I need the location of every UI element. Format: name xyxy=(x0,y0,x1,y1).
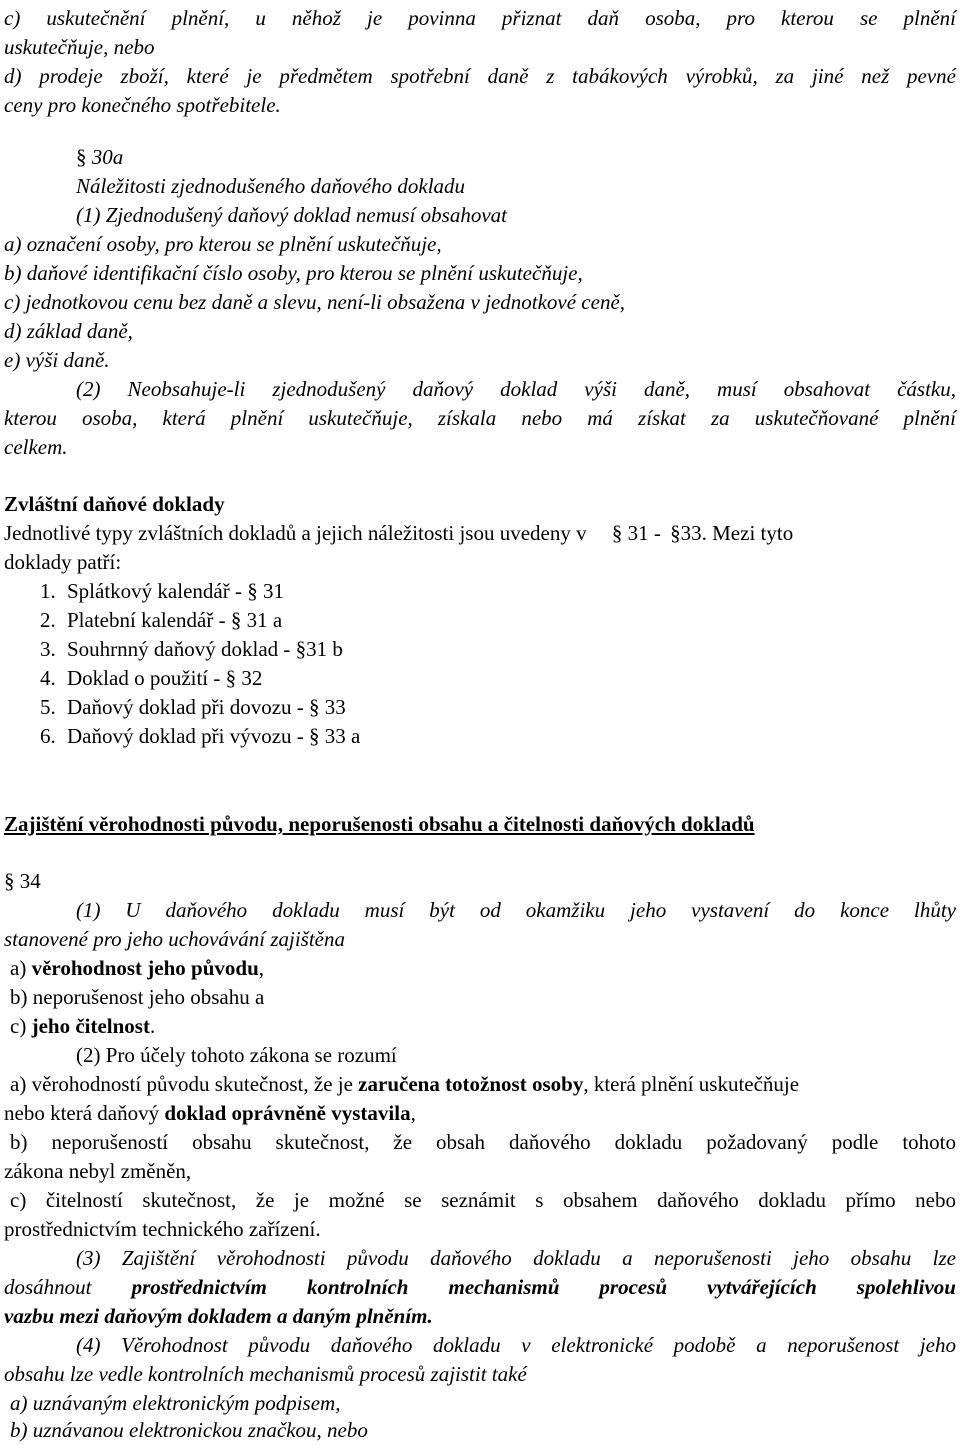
list-item: 5. Daňový doklad při dovozu - § 33 xyxy=(40,695,346,719)
section-30a-p2-line3: celkem. xyxy=(4,435,68,459)
special-intro xyxy=(4,519,793,548)
section-sign-icon: § xyxy=(247,579,258,603)
list-item: c) jeho čitelnost. xyxy=(10,1014,156,1038)
section-34-p3-line3: vazbu mezi daňovým dokladem a daným plněním. xyxy=(4,1304,433,1328)
section-34-p2c-line2: prostřednictvím technického zařízení. xyxy=(4,1217,321,1241)
item-c-line1: c) uskutečnění plnění, u něhož je povinna přiznat daň osoba, pro kterou se plnění xyxy=(4,6,956,30)
section-34-p1-line2: stanovené pro jeho uchovávání zajištěna xyxy=(4,927,345,951)
section-30a-p2-line2: kterou osoba, která plnění uskutečňuje, získala nebo má získat za uskutečňované plnění xyxy=(4,406,956,430)
section-34-p1-line1: (1) U daňového dokladu musí být od okamžiku jeho vystavení do konce lhůty xyxy=(76,898,956,922)
special-intro-a: Jednotlivé typy zvláštních dokladů a jejich náležitosti jsou uvedeny v xyxy=(4,521,587,545)
section-30a-number xyxy=(76,143,123,172)
section-sign-icon: § xyxy=(309,724,320,748)
section-30a-title: Náležitosti zjednodušeného daňového dokladu xyxy=(76,174,466,198)
special-intro-c: 33. Mezi tyto xyxy=(680,521,794,545)
list-item: 4. Doklad o použití - § 32 xyxy=(40,666,263,690)
section-sign-icon: § xyxy=(4,869,15,893)
section-sign-icon: § xyxy=(230,608,242,632)
section-30a-label: 30a xyxy=(91,145,124,169)
section-34-p2b-line1: b) neporušeností obsahu skutečnost, že obsah daňového dokladu požadovaný podle tohoto xyxy=(10,1130,956,1154)
section-34-number xyxy=(4,867,41,896)
list-item: e) výši daně. xyxy=(4,348,110,372)
list-item: 3. Souhrnný daňový doklad - §31 b xyxy=(40,637,343,661)
list-item: 2. Platební kalendář - § 31 a xyxy=(40,608,283,632)
section-sign-icon: § xyxy=(670,521,681,545)
section-30a-p1: (1) Zjednodušený daňový doklad nemusí obsahovat xyxy=(76,203,508,227)
list-item: b) uznávanou elektronickou značkou, nebo xyxy=(10,1418,368,1442)
list-item: d) základ daně, xyxy=(4,319,133,343)
section-34-p2b-line2: zákona nebyl změněn, xyxy=(4,1159,192,1183)
section-sign-icon: § xyxy=(76,145,87,169)
special-heading: Zvláštní daňové doklady xyxy=(4,492,225,516)
section-34-label: 34 xyxy=(19,869,41,893)
list-item: c) jednotkovou cenu bez daně a slevu, není-li obsažena v jednotkové ceně, xyxy=(4,290,626,314)
special-intro-b: 31 - xyxy=(627,521,661,545)
list-item: b) neporušenost jeho obsahu a xyxy=(10,985,265,1009)
item-c-line2: uskutečňuje, nebo xyxy=(4,35,155,59)
section-sign-icon: § xyxy=(295,637,307,661)
item-d-line2: ceny pro konečného spotřebitele. xyxy=(4,93,281,117)
section-34-p3-line1: (3) Zajištění věrohodnosti původu daňového dokladu a neporušenosti jeho obsahu lze xyxy=(76,1246,956,1270)
list-item: b) daňové identifikační číslo osoby, pro kterou se plnění uskutečňuje, xyxy=(4,261,583,285)
section-34-p4-line1: (4) Věrohodnost původu daňového dokladu v elektronické podobě a neporušenost jeho xyxy=(76,1333,956,1357)
list-item: a) věrohodnost jeho původu, xyxy=(10,956,265,980)
list-item: 1. Splátkový kalendář - § 31 xyxy=(40,579,284,603)
list-item: 6. Daňový doklad při vývozu - § 33 a xyxy=(40,724,361,748)
section-34-p2a-line2: nebo která daňový doklad oprávněně vystavila, xyxy=(4,1101,416,1125)
section-sign-icon: § xyxy=(611,521,623,545)
section-34-p2: (2) Pro účely tohoto zákona se rozumí xyxy=(76,1043,397,1067)
section-sign-icon: § xyxy=(309,695,320,719)
section-30a-p2-line1: (2) Neobsahuje-li zjednodušený daňový doklad výši daně, musí obsahovat částku, xyxy=(76,377,956,401)
list-item: a) uznávaným elektronickým podpisem, xyxy=(10,1391,341,1415)
section-34-p2a-line1: a) věrohodností původu skutečnost, že je zaručena totožnost osoby, která plnění uskutečňuje xyxy=(10,1072,800,1096)
special-intro-line2: doklady patří: xyxy=(4,550,122,574)
section-sign-icon: § xyxy=(225,666,237,690)
section-34-p2c-line1: c) čitelností skutečnost, že je možné se seznámit s obsahem daňového dokladu přímo nebo xyxy=(10,1188,956,1212)
item-d-line1: d) prodeje zboží, které je předmětem spotřební daně z tabákových výrobků, za jiné než pevné xyxy=(4,64,956,88)
list-item: a) označení osoby, pro kterou se plnění uskutečňuje, xyxy=(4,232,442,256)
section-34-heading: Zajištění věrohodnosti původu, neporušenosti obsahu a čitelnosti daňových dokladů xyxy=(4,812,755,836)
section-34-p3-line2: dosáhnout prostřednictvím kontrolních mechanismů procesů vytvářejících spolehlivou xyxy=(4,1275,956,1299)
section-34-p4-line2: obsahu lze vedle kontrolních mechanismů procesů zajistit také xyxy=(4,1362,527,1386)
